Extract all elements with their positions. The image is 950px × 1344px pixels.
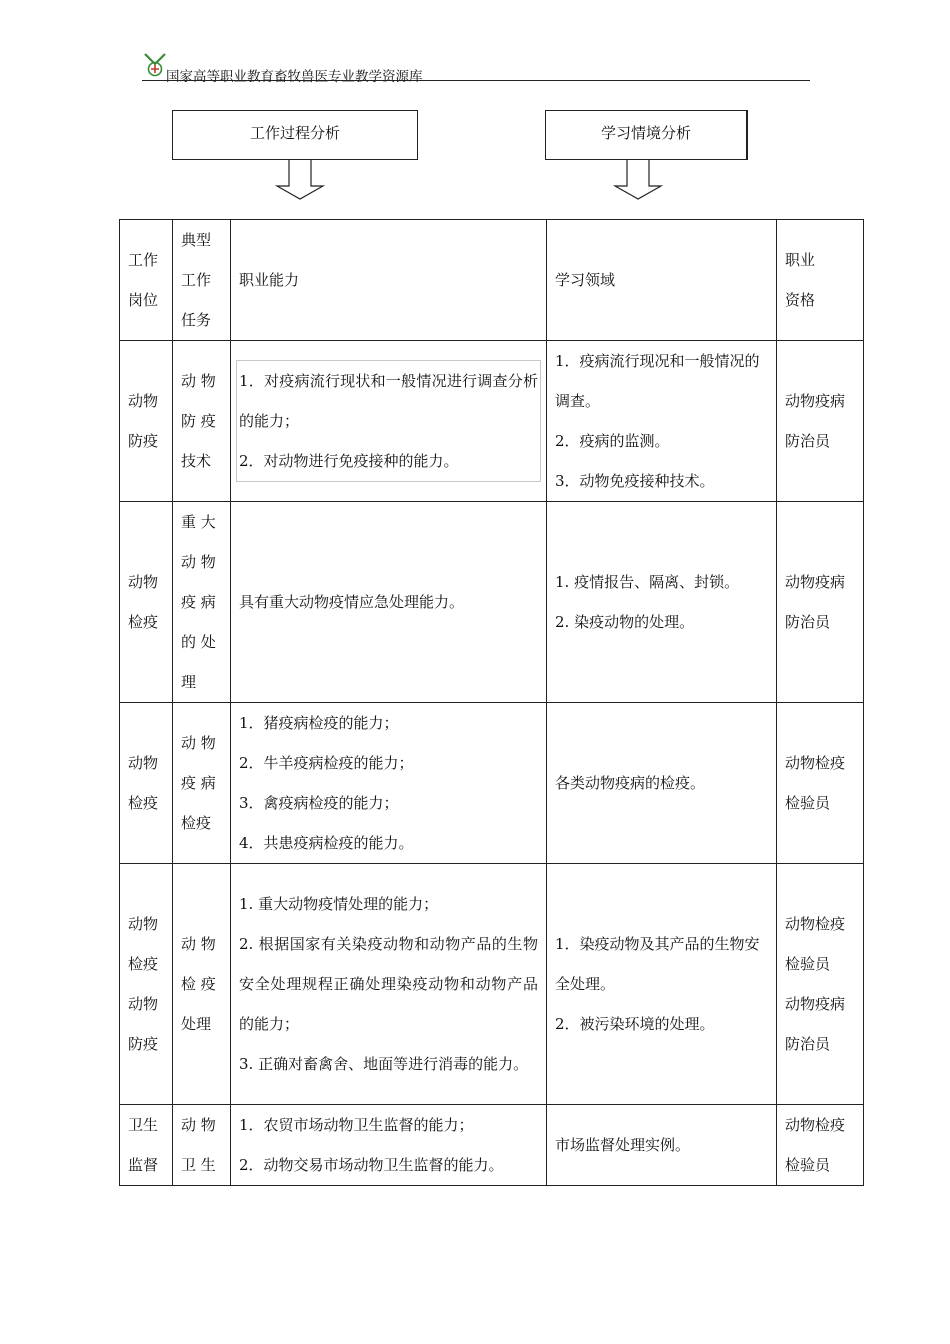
position-cell: 卫生 监督 <box>120 1105 173 1186</box>
field-cell: 各类动物疫病的检疫。 <box>547 703 777 864</box>
position-cell: 动物 检疫 <box>120 703 173 864</box>
task-cell: 动 物 疫 病 检疫 <box>173 703 231 864</box>
header-title: 国家高等职业教育畜牧兽医专业教学资源库 <box>166 69 423 85</box>
task-cell: 动 物 检 疫 处理 <box>173 864 231 1105</box>
table-row <box>120 1105 864 1186</box>
work-process-analysis-box: 工作过程分析 <box>172 110 418 160</box>
page-header <box>142 52 810 85</box>
qualification-cell: 动物疫病 防治员 <box>777 341 864 502</box>
header-position: 工作 岗位 <box>120 220 173 341</box>
ability-cell: 1．猪疫病检疫的能力； 2．牛羊疫病检疫的能力； 3．禽疫病检疫的能力； 4．共患疫病检疫的能力。 <box>231 703 547 864</box>
field-cell: 1．染疫动物及其产品的生物安全处理。 2．被污染环境的处理。 <box>547 864 777 1105</box>
task-cell: 动 物 防 疫 技术 <box>173 341 231 502</box>
table-row <box>120 864 864 1105</box>
header-field: 学习领域 <box>547 220 777 341</box>
position-cell: 动物 防疫 <box>120 341 173 502</box>
field-cell: 1. 疫情报告、隔离、封锁。 2. 染疫动物的处理。 <box>547 502 777 703</box>
learning-situation-analysis-box: 学习情境分析 <box>545 110 748 160</box>
ability-cell: 1. 重大动物疫情处理的能力； 2. 根据国家有关染疫动物和动物产品的生物安全处理规程正确处理染疫动物和动物产品的能力； 3. 正确对畜禽舍、地面等进行消毒的能力。 <box>231 864 547 1105</box>
table-row <box>120 502 864 703</box>
competency-table <box>119 219 864 1186</box>
header-qualification: 职业 资格 <box>777 220 864 341</box>
qualification-cell: 动物检疫 检验员 <box>777 703 864 864</box>
task-cell: 重 大 动 物 疫 病 的 处 理 <box>173 502 231 703</box>
ability-cell: 具有重大动物疫情应急处理能力。 <box>231 502 547 703</box>
down-arrow-icon <box>275 160 325 200</box>
header-ability: 职业能力 <box>231 220 547 341</box>
field-cell: 1．疫病流行现况和一般情况的调查。 2．疫病的监测。 3．动物免疫接种技术。 <box>547 341 777 502</box>
position-cell: 动物 检疫 <box>120 502 173 703</box>
header-task: 典型 工作 任务 <box>173 220 231 341</box>
task-cell: 动 物 卫 生 <box>173 1105 231 1186</box>
ability-cell: 1．农贸市场动物卫生监督的能力； 2．动物交易市场动物卫生监督的能力。 <box>231 1105 547 1186</box>
down-arrow-icon <box>613 160 663 200</box>
qualification-cell: 动物疫病 防治员 <box>777 502 864 703</box>
field-cell: 市场监督处理实例。 <box>547 1105 777 1186</box>
table-row <box>120 703 864 864</box>
position-cell: 动物 检疫 动物 防疫 <box>120 864 173 1105</box>
table-header-row <box>120 220 864 341</box>
ability-cell: 1．对疫病流行现状和一般情况进行调查分析的能力； 2．对动物进行免疫接种的能力。 <box>231 341 547 502</box>
table-row <box>120 341 864 502</box>
qualification-cell: 动物检疫 检验员 动物疫病 防治员 <box>777 864 864 1105</box>
header-rule <box>142 80 810 81</box>
qualification-cell: 动物检疫 检验员 <box>777 1105 864 1186</box>
resource-library-logo-icon <box>142 52 168 78</box>
